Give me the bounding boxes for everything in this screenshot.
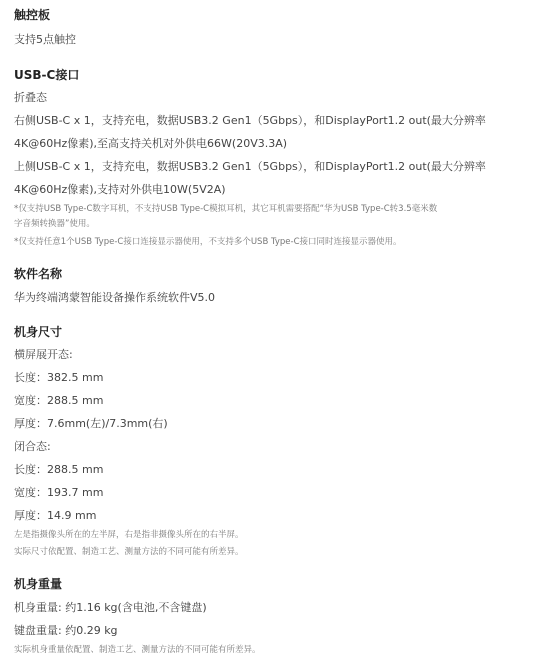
dimensions-spec-line: 宽度：193.7 mm: [14, 486, 104, 499]
usbc-footnote: 字音频转换器”使用。: [14, 219, 95, 229]
weight-heading: 机身重量: [14, 577, 63, 591]
dimensions-spec-line: 闭合态:: [14, 440, 51, 453]
usbc-spec-line: 4K@60Hz像素),至高支持关机对外供电66W(20V3.3A): [14, 137, 288, 150]
usbc-footnote: *仅支持任意1个USB Type-C接口连接显示器使用，不支持多个USB Type-C接口同时连接显示器使用。: [14, 237, 402, 247]
weight-spec-line: 机身重量: 约1.16 kg(含电池,不含键盘): [14, 601, 207, 614]
usbc-heading: USB-C接口: [14, 68, 80, 82]
touchpad-heading: 触控板: [14, 8, 51, 22]
dimensions-spec-line: 厚度：7.6mm(左)/7.3mm(右): [14, 417, 168, 430]
usbc-spec-line: 折叠态: [14, 91, 47, 104]
weight-spec-line: 键盘重量: 约0.29 kg: [14, 624, 118, 637]
dimensions-heading: 机身尺寸: [14, 325, 63, 339]
software-name: 华为终端鸿蒙智能设备操作系统软件V5.0: [14, 291, 216, 304]
dimensions-spec-line: 宽度：288.5 mm: [14, 394, 104, 407]
dimensions-spec-line: 长度：382.5 mm: [14, 371, 104, 384]
dimensions-spec-line: 厚度：14.9 mm: [14, 509, 97, 522]
usbc-footnote: *仅支持USB Type-C数字耳机，不支持USB Type-C模拟耳机，其它耳机需要搭配“华为USB Type-C转3.5毫米数: [14, 204, 438, 214]
dimensions-footnote: 左是指摄像头所在的左半屏，右是指非摄像头所在的右半屏。: [14, 530, 244, 540]
software-heading: 软件名称: [14, 267, 63, 281]
usbc-spec-line: 右侧USB-C x 1，支持充电，数据USB3.2 Gen1（5Gbps），和DisplayPort1.2 out(最大分辨率: [14, 114, 486, 127]
dimensions-spec-line: 横屏展开态:: [14, 348, 73, 361]
usbc-spec-line: 上侧USB-C x 1，支持充电，数据USB3.2 Gen1（5Gbps），和DisplayPort1.2 out(最大分辨率: [14, 160, 486, 173]
dimensions-spec-line: 长度：288.5 mm: [14, 463, 104, 476]
usbc-spec-line: 4K@60Hz像素),支持对外供电10W(5V2A): [14, 183, 226, 196]
weight-footnote: 实际机身重量依配置、制造工艺、测量方法的不同可能有所差异。: [14, 645, 261, 655]
touchpad-spec-line: 支持5点触控: [14, 33, 76, 46]
dimensions-footnote: 实际尺寸依配置、制造工艺、测量方法的不同可能有所差异。: [14, 547, 244, 557]
